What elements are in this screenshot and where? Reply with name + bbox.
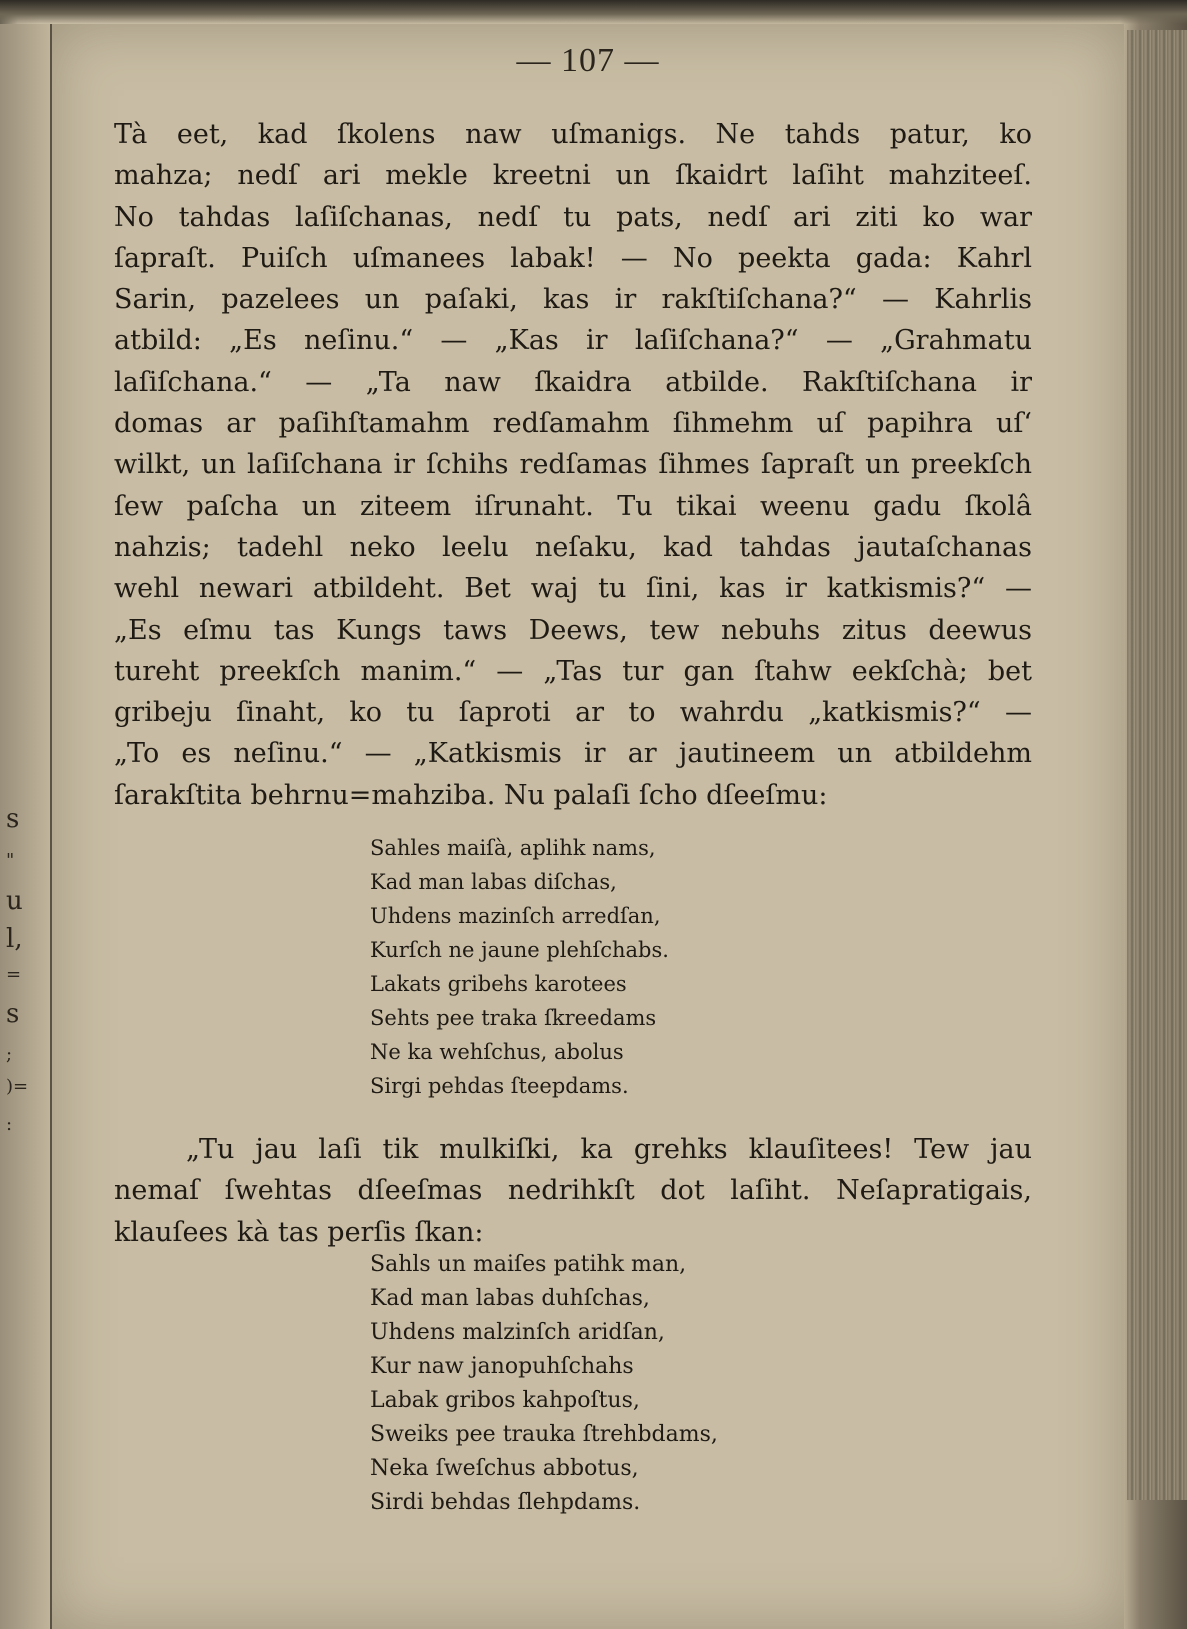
edge-mark: ;	[6, 1044, 13, 1065]
text-line: „Tu jau laſi tik mulkiſki, ka grehks klauſitees! Tew jau	[186, 1134, 1032, 1165]
verse-line: Sirgi pehdas ſteepdams.	[370, 1074, 629, 1098]
page-number: — 107 —	[516, 42, 660, 79]
verse-1	[370, 831, 669, 1103]
text-line: laſiſchana.“ — „Ta naw ſkaidra atbilde. Rakſtiſchana ir	[114, 366, 1032, 398]
text-line: ſapraſt. Puiſch uſmanees labak! — No peekta gada: Kahrl	[114, 242, 1032, 274]
text-line: „To es neſinu.“ — „Katkismis ir ar jautineem un atbildehm	[114, 738, 1032, 770]
text-line: nahzis; tadehl neko leelu neſaku, kad tahdas jautaſchanas	[114, 531, 1032, 563]
verse-line: Sweiks pee trauka ſtrehbdams,	[370, 1422, 718, 1447]
edge-mark: =	[6, 964, 22, 985]
verse-line: Kurſch ne jaune plehſchabs.	[370, 938, 669, 962]
verse-line: Labak gribos kahpoſtus,	[370, 1388, 640, 1413]
text-line: wehl newari atbildeht. Bet waj tu ſini, kas ir katkismis?“ —	[114, 573, 1032, 605]
edge-mark: "	[6, 850, 15, 871]
verse-line: Sahles maiſà, aplihk nams,	[370, 836, 656, 860]
text-line: domas ar paſihſtamahm redſamahm ſihmehm uſ papihra uſ‘	[114, 408, 1032, 440]
verse-line: Uhdens malzinſch aridſan,	[370, 1320, 665, 1345]
verse-line: Ne ka wehſchus, abolus	[370, 1040, 624, 1064]
text-line: ſew paſcha un ziteem iſrunaht. Tu tikai weenu gadu ſkolâ	[114, 490, 1032, 522]
verse-line: Kur naw janopuhſchahs	[370, 1354, 634, 1379]
book-page	[52, 24, 1124, 1629]
verse-line: Neka ſweſchus abbotus,	[370, 1456, 639, 1481]
text-line: klauſees kà tas perſis ſkan:	[114, 1216, 484, 1248]
verse-line: Kad man labas duhſchas,	[370, 1286, 650, 1311]
facing-page-edge	[0, 24, 52, 1629]
text-line: wilkt, un laſiſchana ir ſchihs redſamas ſihmes ſapraſt un preekſch	[114, 449, 1032, 481]
text-line: mahza; nedſ ari mekle kreetni un ſkaidrt laſiht mahziteeſ.	[114, 160, 1032, 192]
verse-line: Sehts pee traka ſkreedams	[370, 1006, 657, 1030]
text-line: atbild: „Es neſinu.“ — „Kas ir laſiſchana?“ — „Grahmatu	[114, 325, 1032, 357]
verse-2	[370, 1248, 718, 1520]
text-line: „Es eſmu tas Kungs taws Deews, tew nebuhs zitus deewus	[114, 614, 1032, 646]
verse-line: Sirdi behdas ſlehpdams.	[370, 1490, 641, 1515]
text-line: ſarakſtita behrnu=mahziba. Nu palaſi ſcho dſeeſmu:	[114, 779, 828, 811]
text-line: No tahdas laſiſchanas, nedſ tu pats, nedſ ari ziti ko war	[114, 201, 1032, 233]
text-line: Tà eet, kad ſkolens naw uſmanigs. Ne tahds patur, ko	[114, 119, 1032, 150]
edge-mark: l,	[6, 924, 23, 954]
edge-mark: :	[6, 1114, 13, 1135]
text-line: gribeju ſinaht, ko tu ſaproti ar to wahrdu „katkismis?“ —	[114, 697, 1032, 729]
book-top-edge	[0, 0, 1187, 24]
page-stack-edge	[1127, 30, 1187, 1500]
paragraph-1	[114, 114, 1032, 816]
text-line: Sarin, pazelees un paſaki, kas ir rakſtiſchana?“ — Kahrlis	[114, 284, 1032, 316]
edge-mark: )=	[6, 1076, 29, 1097]
edge-mark: s	[6, 804, 20, 834]
edge-mark: s	[6, 999, 20, 1029]
verse-line: Kad man labas diſchas,	[370, 870, 617, 894]
verse-line: Sahls un maiſes patihk man,	[370, 1252, 687, 1277]
verse-line: Uhdens mazinſch arredſan,	[370, 904, 661, 928]
verse-line: Lakats gribehs karotees	[370, 972, 627, 996]
paragraph-2	[114, 1129, 1032, 1253]
text-line: nemaſ ſwehtas dſeeſmas nedrihkſt dot laſiht. Neſapratigais,	[114, 1175, 1032, 1207]
edge-mark: u	[6, 886, 23, 916]
text-line: tureht preekſch manim.“ — „Tas tur gan ſtahw eekſchà; bet	[114, 655, 1032, 687]
